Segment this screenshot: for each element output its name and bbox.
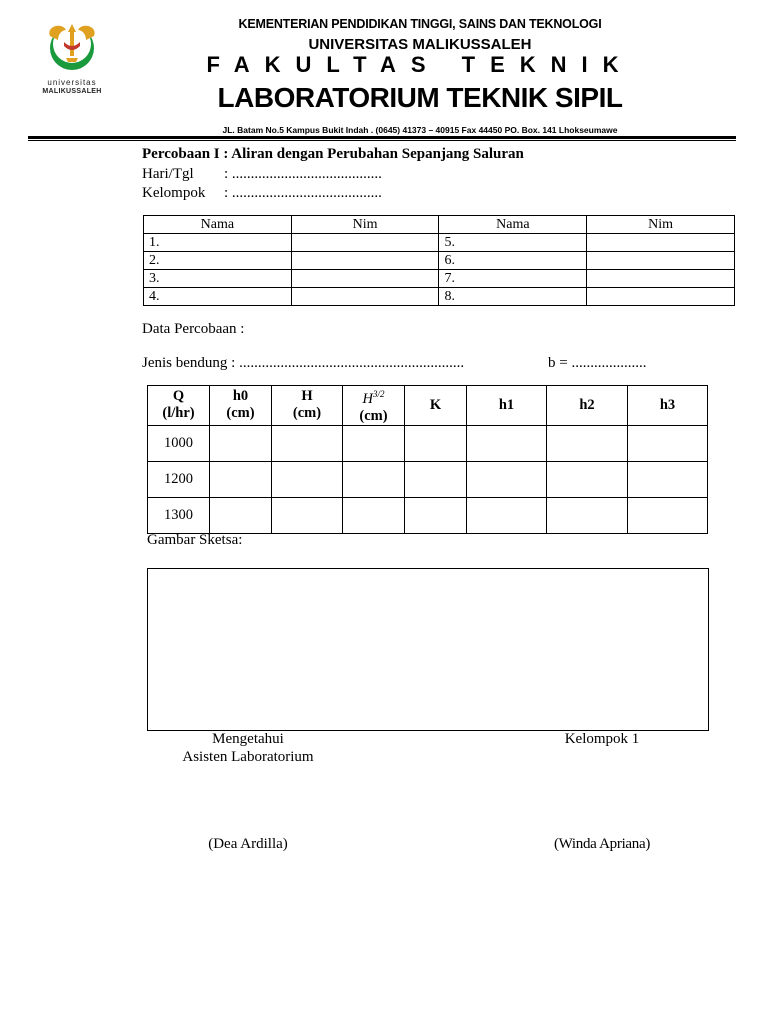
header-h1: h1 [467, 386, 547, 426]
header-h2: h2 [547, 386, 628, 426]
member-nim-cell[interactable] [291, 252, 439, 270]
address-line: JL. Batam No.5 Kampus Bukit Indah . (0645) 41373 – 40915 Fax 44450 PO. Box. 141 Lhokseumawe [222, 125, 618, 135]
data-cell[interactable] [547, 461, 628, 497]
faculty-heading: FAKULTAS TEKNIK [206, 52, 634, 77]
table-row [144, 234, 735, 252]
assistant-name: (Dea Ardilla) [208, 836, 288, 852]
table-row [144, 270, 735, 288]
data-cell[interactable] [210, 497, 272, 533]
data-cell[interactable] [272, 497, 343, 533]
member-nim-cell[interactable] [587, 234, 735, 252]
table-row [148, 425, 708, 461]
assistant-label: Asisten Laboratorium [182, 749, 314, 765]
day-date-row [142, 166, 382, 183]
q-value-cell: 1300 [148, 497, 210, 533]
member-number[interactable]: 1. [144, 234, 292, 252]
university-heading: UNIVERSITAS MALIKUSSALEH [308, 36, 532, 53]
data-cell[interactable] [467, 497, 547, 533]
b-value-field[interactable]: b = .................... [548, 355, 647, 371]
header-nama: Nama [144, 216, 292, 234]
group-field[interactable]: : ........................................ [224, 185, 382, 201]
q-value-cell: 1000 [148, 425, 210, 461]
data-cell[interactable] [628, 461, 708, 497]
weir-type-field[interactable]: Jenis bendung : ............................................................ [142, 355, 465, 371]
member-nim-cell[interactable] [291, 288, 439, 306]
data-cell[interactable] [467, 461, 547, 497]
data-cell[interactable] [272, 425, 343, 461]
member-nim-cell[interactable] [587, 270, 735, 288]
header-h-power: $H^{3/2}$ (cm) [343, 386, 405, 426]
data-cell[interactable] [467, 425, 547, 461]
header-rule-thin [28, 140, 736, 141]
table-row [148, 461, 708, 497]
member-nim-cell[interactable] [587, 252, 735, 270]
data-cell[interactable] [343, 497, 405, 533]
table-row [148, 497, 708, 533]
data-cell[interactable] [628, 497, 708, 533]
header-k: K [405, 386, 467, 426]
sketch-label: Gambar Sketsa: [147, 532, 243, 548]
data-cell[interactable] [405, 461, 467, 497]
data-cell[interactable] [547, 497, 628, 533]
data-header-row [148, 386, 708, 426]
member-number[interactable]: 4. [144, 288, 292, 306]
header-nim: Nim [291, 216, 439, 234]
data-table [147, 385, 708, 534]
header-h: H (cm) [272, 386, 343, 426]
member-nim-cell[interactable] [291, 234, 439, 252]
table-row [144, 252, 735, 270]
member-number[interactable]: 6. [439, 252, 587, 270]
data-cell[interactable] [628, 425, 708, 461]
group-signature-label: Kelompok 1 [564, 731, 640, 747]
laboratory-heading: LABORATORIUM TEKNIK SIPIL [217, 82, 623, 113]
data-cell[interactable] [343, 425, 405, 461]
group-label: Kelompok [142, 185, 206, 201]
data-cell[interactable] [547, 425, 628, 461]
day-date-label: Hari/Tgl [142, 166, 194, 182]
acknowledged-label: Mengetahui [212, 731, 284, 747]
member-number[interactable]: 3. [144, 270, 292, 288]
members-header-row [144, 216, 735, 234]
members-table [143, 215, 735, 306]
header-nama: Nama [439, 216, 587, 234]
data-cell[interactable] [210, 425, 272, 461]
member-nim-cell[interactable] [587, 288, 735, 306]
experiment-title: Percobaan I : Aliran dengan Perubahan Sepanjang Saluran [142, 146, 524, 162]
header-h0: h0 (cm) [210, 386, 272, 426]
ministry-heading: KEMENTERIAN PENDIDIKAN TINGGI, SAINS DAN TEKNOLOGI [238, 17, 602, 31]
data-cell[interactable] [272, 461, 343, 497]
day-date-field[interactable]: : ........................................ [224, 166, 382, 182]
data-cell[interactable] [405, 497, 467, 533]
member-number[interactable]: 5. [439, 234, 587, 252]
group-leader-name: (Winda Apriana) [553, 836, 651, 852]
header-q: Q (l/hr) [148, 386, 210, 426]
data-cell[interactable] [210, 461, 272, 497]
member-number[interactable]: 2. [144, 252, 292, 270]
member-nim-cell[interactable] [291, 270, 439, 288]
university-emblem-icon [36, 20, 108, 80]
header-h3: h3 [628, 386, 708, 426]
header-rule-thick [28, 136, 736, 139]
q-value-cell: 1200 [148, 461, 210, 497]
data-cell[interactable] [343, 461, 405, 497]
logo-subtext: MALIKUSSALEH [42, 88, 102, 95]
group-row [142, 185, 382, 202]
header-nim: Nim [587, 216, 735, 234]
data-percobaan-label: Data Percobaan : [142, 321, 245, 337]
data-cell[interactable] [405, 425, 467, 461]
member-number[interactable]: 8. [439, 288, 587, 306]
table-row [144, 288, 735, 306]
member-number[interactable]: 7. [439, 270, 587, 288]
logo-text: universitas [47, 78, 97, 87]
sketch-box[interactable] [147, 568, 709, 731]
